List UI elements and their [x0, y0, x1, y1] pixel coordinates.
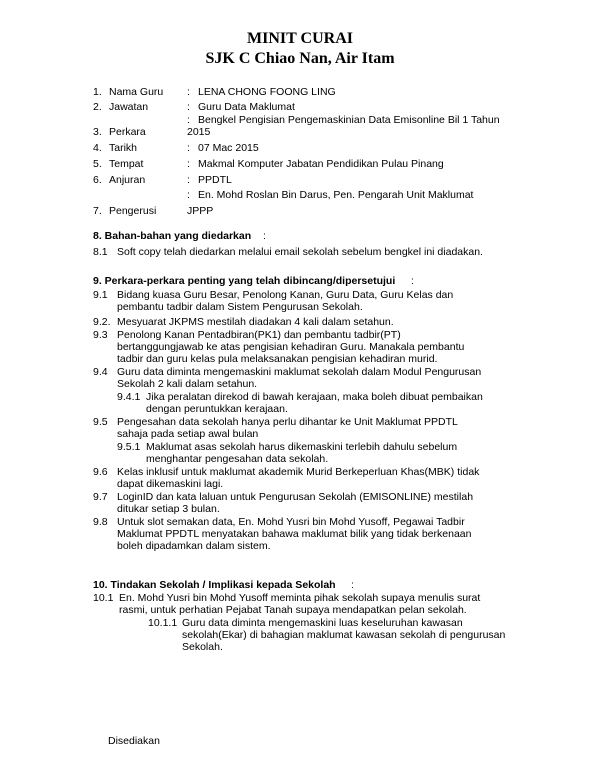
subitem-number: 9.4.1	[117, 391, 141, 403]
info-value: En. Mohd Roslan Bin Darus, Pen. Pengarah Unit Maklumat	[198, 189, 474, 201]
info-num: 5.	[93, 158, 102, 170]
item-text: Mesyuarat JKPMS mestilah diadakan 4 kali dalam setahun.	[117, 316, 394, 328]
item-text: En. Mohd Yusri bin Mohd Yusoff meminta pihak sekolah supaya menulis surat	[119, 592, 481, 604]
document-title: MINIT CURAI	[247, 30, 353, 47]
item-text: sekolah(Ekar) di bahagian maklumat kawasan sekolah di pengurusan	[182, 629, 506, 641]
info-num: 4.	[93, 142, 102, 154]
info-label: Tarikh	[109, 142, 138, 154]
item-text: sahaja pada setiap awal bulan	[117, 428, 259, 440]
item-text: ditukar setiap 3 bulan.	[117, 503, 220, 515]
section-heading: 10. Tindakan Sekolah / Implikasi kepada Sekolah	[93, 579, 336, 591]
subitem-number: 10.1.1	[148, 617, 178, 629]
info-num: 7.	[93, 205, 102, 217]
item-text: Maklumat asas sekolah harus dikemaskini terlebih dahulu sebelum	[146, 441, 458, 453]
info-num: 3.	[93, 126, 102, 138]
item-text: Guru data diminta mengemaskini maklumat sekolah dalam Modul Pengurusan	[117, 366, 482, 378]
info-value: 07 Mac 2015	[198, 142, 259, 154]
info-value: 2015	[187, 126, 211, 138]
info-colon: :	[187, 174, 190, 186]
item-number: 9.2.	[93, 316, 111, 328]
heading-colon: :	[411, 275, 414, 287]
item-text: Kelas inklusif untuk maklumat akademik Murid Berkeperluan Khas(MBK) tidak	[117, 466, 480, 478]
item-text: Penolong Kanan Pentadbiran(PK1) dan pembantu tadbir(PT)	[117, 329, 401, 341]
section-heading: 8. Bahan-bahan yang diedarkan	[93, 230, 252, 242]
item-text: dengan peruntukkan kerajaan.	[146, 403, 288, 415]
item-text: Jika peralatan direkod di bawah kerajaan, maka boleh dibuat pembaikan	[146, 391, 483, 403]
info-label: Perkara	[109, 126, 146, 138]
info-label: Pengerusi	[109, 205, 157, 217]
section-heading: 9. Perkara-perkara penting yang telah dibincang/dipersetujui	[93, 275, 396, 287]
info-colon: :	[187, 86, 190, 98]
info-value: Makmal Komputer Jabatan Pendidikan Pulau Pinang	[198, 158, 444, 170]
info-num: 6.	[93, 174, 102, 186]
item-text: bertanggungjawab ke atas pengisian kehadiran Guru. Manakala pembantu	[117, 341, 465, 353]
prepared-by-label: Disediakan	[108, 735, 160, 747]
info-value: Guru Data Maklumat	[198, 101, 295, 113]
item-number: 9.5	[93, 416, 108, 428]
info-value: LENA CHONG FOONG LING	[198, 86, 336, 98]
info-label: Nama Guru	[109, 86, 164, 98]
subitem-number: 9.5.1	[117, 441, 141, 453]
item-text: boleh dipadamkan dalam sistem.	[117, 540, 271, 552]
item-text: Sekolah 2 kali dalam setahun.	[117, 378, 258, 390]
info-colon: :	[187, 189, 190, 201]
info-value: Bengkel Pengisian Pengemaskinian Data Emisonline Bil 1 Tahun	[198, 114, 500, 126]
item-number: 9.6	[93, 466, 108, 478]
item-text: dapat dikemaskini lagi.	[117, 478, 224, 490]
school-name: SJK C Chiao Nan, Air Itam	[205, 50, 395, 67]
item-number: 10.1	[93, 592, 114, 604]
info-num: 2.	[93, 101, 102, 113]
heading-colon: :	[351, 579, 354, 591]
item-number: 9.1	[93, 289, 108, 301]
item-number: 9.8	[93, 516, 108, 528]
item-text: Untuk slot semakan data, En. Mohd Yusri bin Mohd Yusoff, Pegawai Tadbir	[117, 516, 465, 528]
heading-colon: :	[263, 230, 266, 242]
info-colon: :	[187, 158, 190, 170]
item-number: 9.4	[93, 366, 108, 378]
item-text: Sekolah.	[182, 641, 223, 653]
info-value: JPPP	[187, 205, 214, 217]
item-text: Guru data diminta mengemaskini luas keseluruhan kawasan	[182, 617, 463, 629]
item-text: tadbir dan guru kelas pula melaksanakan pengisian kehadiran murid.	[117, 353, 438, 365]
info-value: PPDTL	[198, 174, 232, 186]
item-number: 8.1	[93, 246, 108, 258]
item-text: Maklumat PPDTL menyatakan bahawa maklumat bilik yang tidak berkenaan	[117, 528, 472, 540]
item-text: LoginID dan kata laluan untuk Pengurusan Sekolah (EMISONLINE) mestilah	[117, 491, 474, 503]
item-text: Bidang kuasa Guru Besar, Penolong Kanan, Guru Data, Guru Kelas dan	[117, 289, 454, 301]
item-text: Soft copy telah diedarkan melalui email sekolah sebelum bengkel ini diadakan.	[117, 246, 483, 258]
item-text: Pengesahan data sekolah hanya perlu dihantar ke Unit Maklumat PPDTL	[117, 416, 458, 428]
info-label: Anjuran	[109, 174, 146, 186]
item-text: rasmi, untuk perhatian Pejabat Tanah supaya mendapatkan pelan sekolah.	[119, 604, 467, 616]
item-text: pembantu tadbir dalam Sistem Pengurusan Sekolah.	[117, 301, 363, 313]
info-label: Jawatan	[109, 101, 149, 113]
info-colon: :	[187, 142, 190, 154]
info-colon: :	[187, 101, 190, 113]
item-number: 9.7	[93, 491, 108, 503]
info-colon: :	[187, 114, 190, 126]
item-number: 9.3	[93, 329, 108, 341]
item-text: menghantar pengesahan data sekolah.	[146, 453, 329, 465]
info-num: 1.	[93, 86, 102, 98]
info-label: Tempat	[109, 158, 144, 170]
